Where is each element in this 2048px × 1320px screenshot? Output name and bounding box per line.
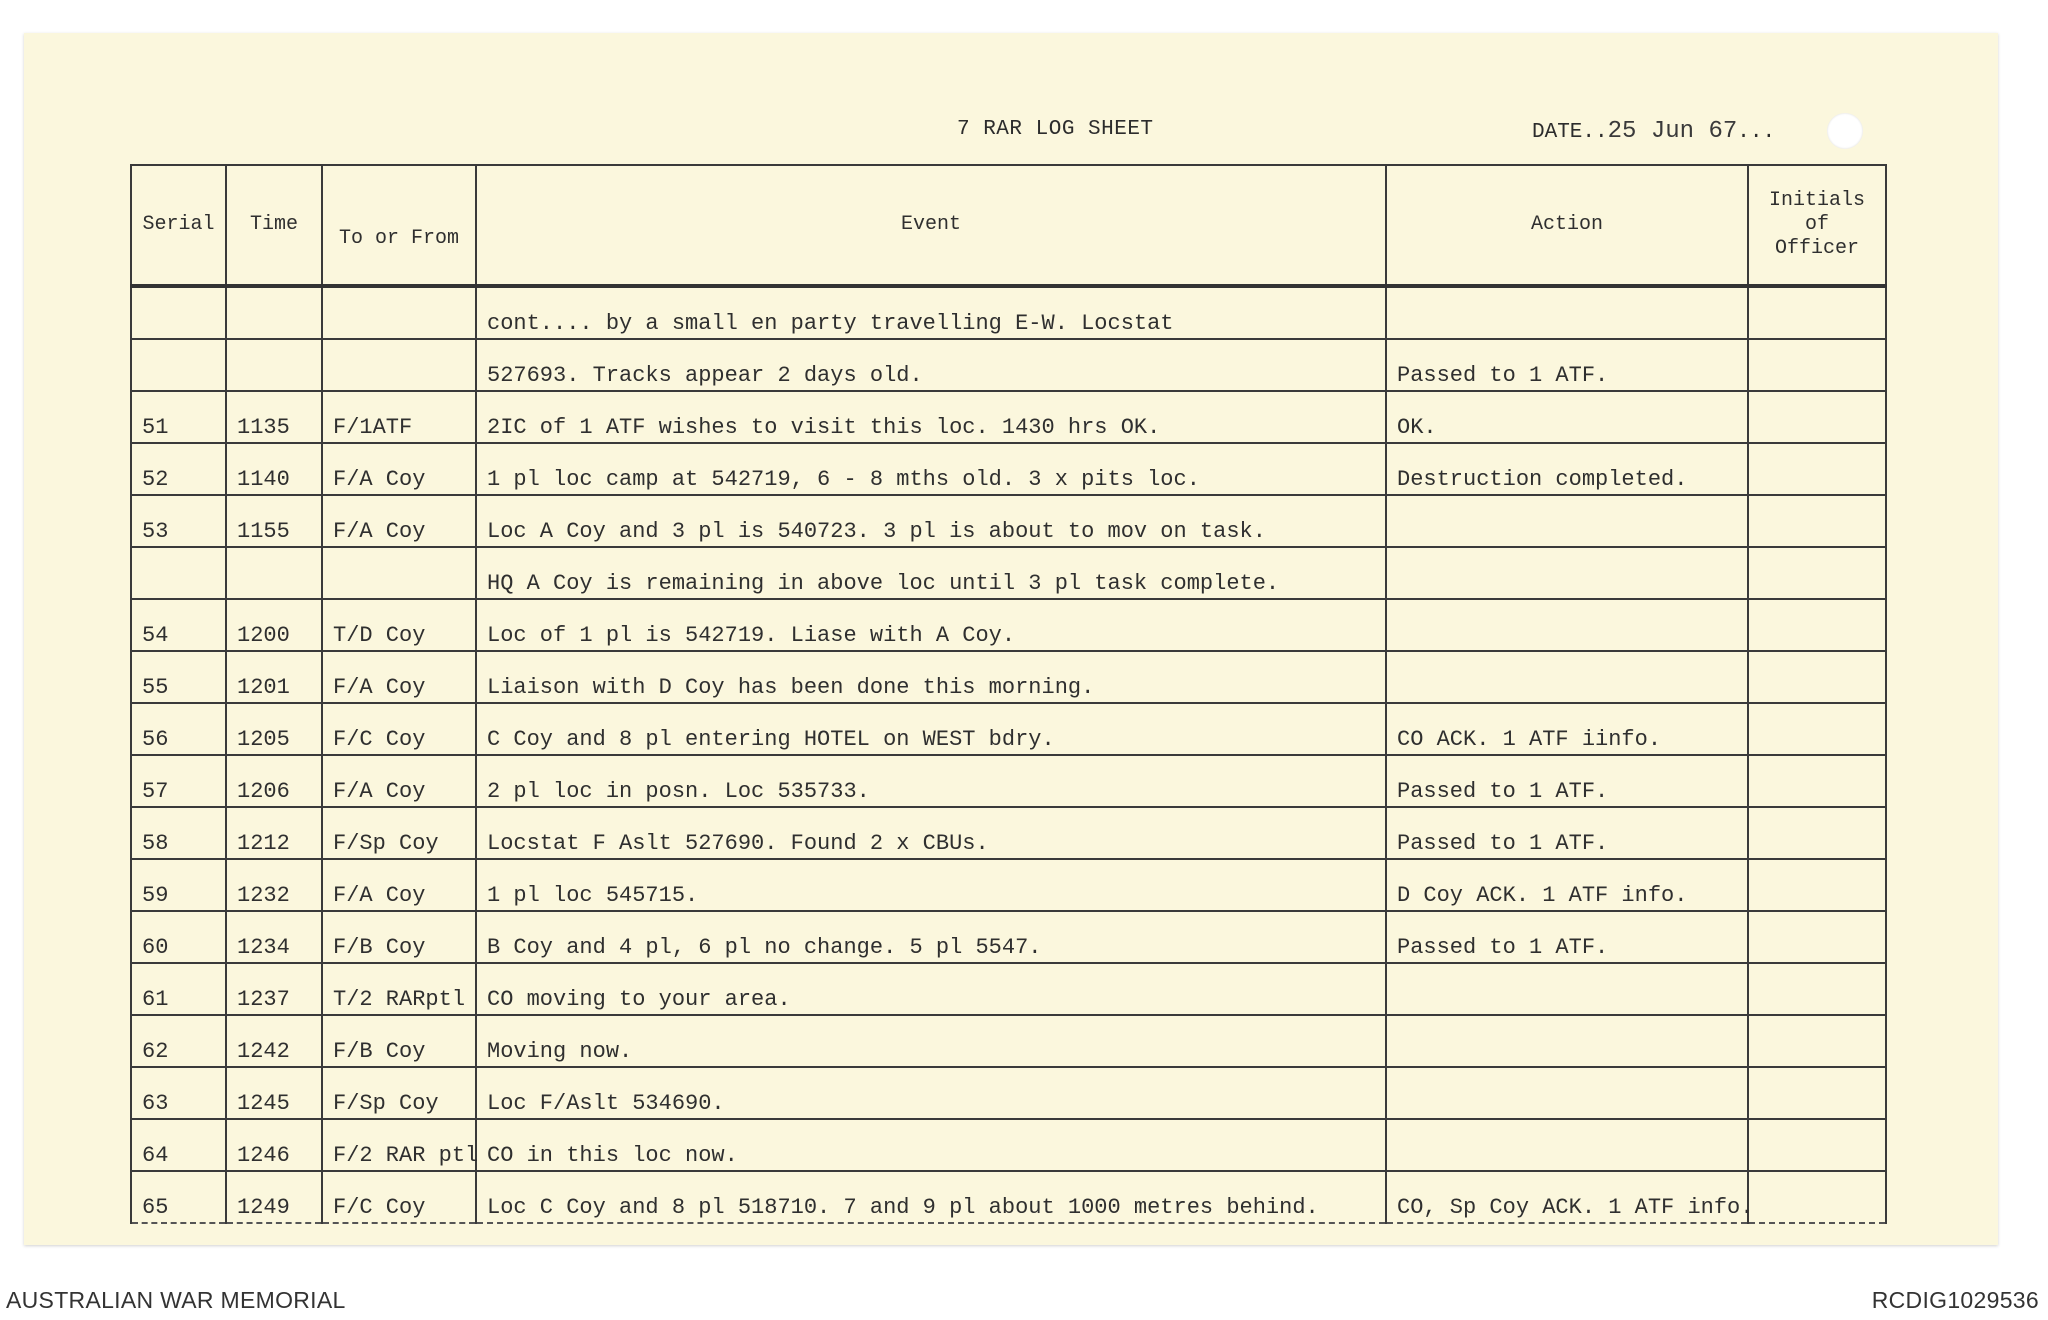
table-row <box>131 859 1886 911</box>
cell-tofrom: T/2 RARptl <box>322 963 476 1015</box>
punch-hole <box>1827 113 1863 149</box>
cell-serial: 63 <box>131 1067 226 1119</box>
cell-time: 1201 <box>226 651 322 703</box>
table-row <box>131 755 1886 807</box>
cell-event: 527693. Tracks appear 2 days old. <box>476 339 1386 391</box>
cell-time: 1155 <box>226 495 322 547</box>
cell-action: Passed to 1 ATF. <box>1386 755 1748 807</box>
cell-event: C Coy and 8 pl entering HOTEL on WEST bdry. <box>476 703 1386 755</box>
cell-initials <box>1748 443 1886 495</box>
cell-initials <box>1748 1067 1886 1119</box>
table-row <box>131 911 1886 963</box>
cell-initials <box>1748 1119 1886 1171</box>
cell-action: Passed to 1 ATF. <box>1386 911 1748 963</box>
date-value: 25 Jun 67 <box>1607 118 1738 145</box>
cell-serial: 58 <box>131 807 226 859</box>
cell-tofrom: F/B Coy <box>322 1015 476 1067</box>
cell-serial: 62 <box>131 1015 226 1067</box>
cell-time <box>226 286 322 339</box>
cell-action <box>1386 286 1748 339</box>
table-row <box>131 963 1886 1015</box>
table-row <box>131 391 1886 443</box>
cell-action <box>1386 963 1748 1015</box>
cell-action: Passed to 1 ATF. <box>1386 807 1748 859</box>
cell-serial: 64 <box>131 1119 226 1171</box>
sheet-title: 7 RAR LOG SHEET <box>957 118 1154 141</box>
cell-event: HQ A Coy is remaining in above loc until 3 pl task complete. <box>476 547 1386 599</box>
cell-time: 1140 <box>226 443 322 495</box>
cell-serial: 60 <box>131 911 226 963</box>
header-to-from: To or From <box>322 165 476 286</box>
cell-initials <box>1748 1171 1886 1223</box>
cell-action <box>1386 1067 1748 1119</box>
cell-tofrom: T/D Coy <box>322 599 476 651</box>
cell-time: 1234 <box>226 911 322 963</box>
table-row <box>131 339 1886 391</box>
table-row <box>131 651 1886 703</box>
log-table-body <box>131 286 1886 1223</box>
cell-serial: 53 <box>131 495 226 547</box>
table-row <box>131 1015 1886 1067</box>
cell-time: 1232 <box>226 859 322 911</box>
cell-event: Loc A Coy and 3 pl is 540723. 3 pl is about to mov on task. <box>476 495 1386 547</box>
date-label: DATE.. <box>1532 121 1608 144</box>
cell-tofrom: F/Sp Coy <box>322 1067 476 1119</box>
cell-serial: 61 <box>131 963 226 1015</box>
cell-initials <box>1748 1015 1886 1067</box>
cell-serial: 51 <box>131 391 226 443</box>
cell-tofrom <box>322 339 476 391</box>
cell-tofrom: F/A Coy <box>322 495 476 547</box>
footer-record-id: RCDIG1029536 <box>1871 1287 2039 1313</box>
table-row <box>131 495 1886 547</box>
cell-event: Loc of 1 pl is 542719. Liase with A Coy. <box>476 599 1386 651</box>
cell-time: 1246 <box>226 1119 322 1171</box>
cell-action: Passed to 1 ATF. <box>1386 339 1748 391</box>
cell-serial: 65 <box>131 1171 226 1223</box>
cell-event: 1 pl loc 545715. <box>476 859 1386 911</box>
cell-action: OK. <box>1386 391 1748 443</box>
cell-tofrom: F/C Coy <box>322 1171 476 1223</box>
cell-event: 2 pl loc in posn. Loc 535733. <box>476 755 1386 807</box>
cell-serial <box>131 286 226 339</box>
cell-action <box>1386 1119 1748 1171</box>
cell-initials <box>1748 859 1886 911</box>
log-table <box>130 164 1887 1224</box>
table-row <box>131 547 1886 599</box>
table-row <box>131 1067 1886 1119</box>
cell-action <box>1386 547 1748 599</box>
cell-time: 1249 <box>226 1171 322 1223</box>
table-row <box>131 599 1886 651</box>
cell-tofrom: F/B Coy <box>322 911 476 963</box>
cell-initials <box>1748 651 1886 703</box>
cell-action: CO, Sp Coy ACK. 1 ATF info. <box>1386 1171 1748 1223</box>
cell-tofrom: F/C Coy <box>322 703 476 755</box>
cell-event: cont.... by a small en party travelling E-W. Locstat <box>476 286 1386 339</box>
cell-time <box>226 547 322 599</box>
cell-initials <box>1748 286 1886 339</box>
cell-tofrom: F/A Coy <box>322 755 476 807</box>
cell-action <box>1386 1015 1748 1067</box>
header-action: Action <box>1386 165 1748 286</box>
cell-tofrom: F/2 RAR ptl <box>322 1119 476 1171</box>
cell-time: 1245 <box>226 1067 322 1119</box>
cell-serial <box>131 547 226 599</box>
cell-time: 1205 <box>226 703 322 755</box>
cell-event: Loc C Coy and 8 pl 518710. 7 and 9 pl about 1000 metres behind. <box>476 1171 1386 1223</box>
cell-serial: 55 <box>131 651 226 703</box>
cell-action <box>1386 651 1748 703</box>
cell-action <box>1386 495 1748 547</box>
cell-initials <box>1748 807 1886 859</box>
cell-initials <box>1748 391 1886 443</box>
header-event: Event <box>476 165 1386 286</box>
cell-time: 1237 <box>226 963 322 1015</box>
cell-serial: 56 <box>131 703 226 755</box>
cell-initials <box>1748 911 1886 963</box>
cell-initials <box>1748 703 1886 755</box>
table-row <box>131 807 1886 859</box>
cell-tofrom: F/A Coy <box>322 443 476 495</box>
cell-serial: 59 <box>131 859 226 911</box>
cell-event: Moving now. <box>476 1015 1386 1067</box>
cell-event: 2IC of 1 ATF wishes to visit this loc. 1430 hrs OK. <box>476 391 1386 443</box>
cell-event: 1 pl loc camp at 542719, 6 - 8 mths old. 3 x pits loc. <box>476 443 1386 495</box>
cell-action: Destruction completed. <box>1386 443 1748 495</box>
cell-event: B Coy and 4 pl, 6 pl no change. 5 pl 5547. <box>476 911 1386 963</box>
sheet-date <box>1532 118 1775 145</box>
cell-event: Liaison with D Coy has been done this morning. <box>476 651 1386 703</box>
cell-tofrom: F/1ATF <box>322 391 476 443</box>
cell-event: CO moving to your area. <box>476 963 1386 1015</box>
cell-tofrom <box>322 547 476 599</box>
cell-time <box>226 339 322 391</box>
table-row <box>131 443 1886 495</box>
cell-serial: 52 <box>131 443 226 495</box>
table-row <box>131 1119 1886 1171</box>
cell-initials <box>1748 495 1886 547</box>
cell-initials <box>1748 599 1886 651</box>
header-initials: Initials of Officer <box>1748 165 1886 286</box>
cell-serial: 54 <box>131 599 226 651</box>
table-row <box>131 286 1886 339</box>
cell-time: 1212 <box>226 807 322 859</box>
cell-action <box>1386 599 1748 651</box>
date-trail: ... <box>1737 121 1776 144</box>
table-row <box>131 1171 1886 1223</box>
cell-serial: 57 <box>131 755 226 807</box>
cell-action: D Coy ACK. 1 ATF info. <box>1386 859 1748 911</box>
cell-event: Loc F/Aslt 534690. <box>476 1067 1386 1119</box>
table-row <box>131 703 1886 755</box>
cell-time: 1206 <box>226 755 322 807</box>
cell-action: CO ACK. 1 ATF iinfo. <box>1386 703 1748 755</box>
cell-initials <box>1748 963 1886 1015</box>
cell-initials <box>1748 339 1886 391</box>
cell-tofrom <box>322 286 476 339</box>
cell-event: CO in this loc now. <box>476 1119 1386 1171</box>
header-serial: Serial <box>131 165 226 286</box>
cell-tofrom: F/A Coy <box>322 859 476 911</box>
cell-event: Locstat F Aslt 527690. Found 2 x CBUs. <box>476 807 1386 859</box>
cell-time: 1200 <box>226 599 322 651</box>
cell-initials <box>1748 755 1886 807</box>
cell-time: 1135 <box>226 391 322 443</box>
cell-tofrom: F/A Coy <box>322 651 476 703</box>
cell-serial <box>131 339 226 391</box>
cell-initials <box>1748 547 1886 599</box>
header-row <box>131 165 1886 286</box>
cell-time: 1242 <box>226 1015 322 1067</box>
header-time: Time <box>226 165 322 286</box>
cell-tofrom: F/Sp Coy <box>322 807 476 859</box>
footer-archive-name: AUSTRALIAN WAR MEMORIAL <box>6 1287 346 1313</box>
